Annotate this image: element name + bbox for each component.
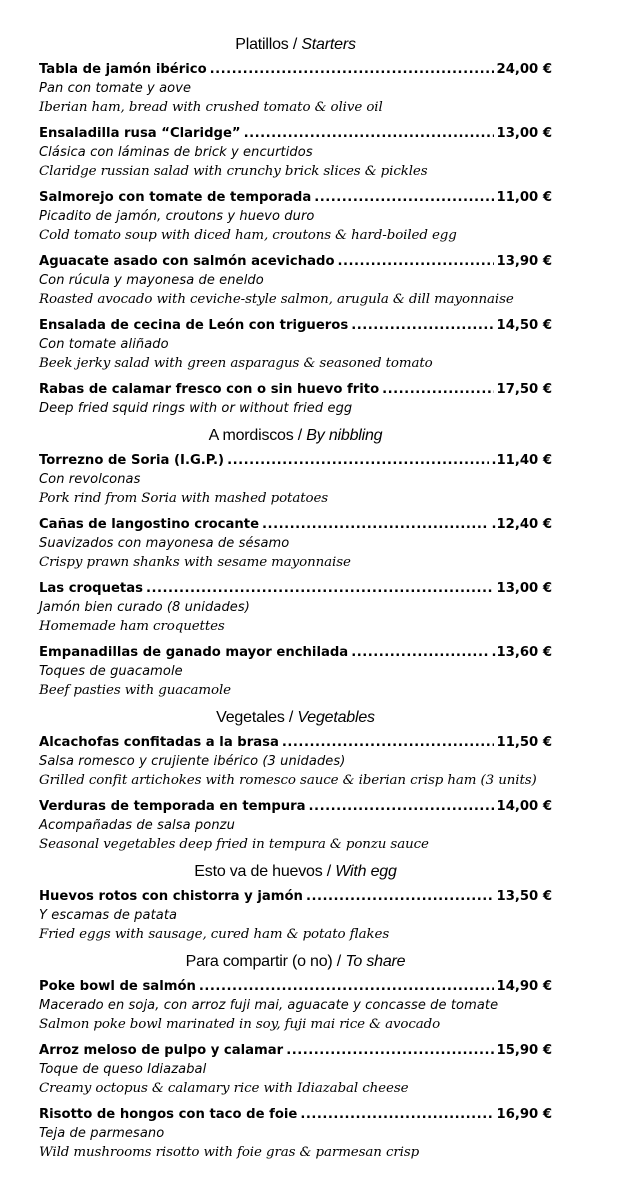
item-name: Ensalada de cecina de León con trigueros (39, 318, 349, 333)
item-price: .11,40 € (491, 453, 552, 468)
item-name: Aguacate asado con salmón acevichado (39, 254, 335, 269)
item-name: Risotto de hongos con taco de foie (39, 1107, 298, 1122)
menu-item (39, 1105, 552, 1162)
section-title-en: By nibbling (306, 427, 383, 444)
dot-leader (338, 252, 494, 271)
menu-item (39, 887, 552, 944)
menu-section (39, 34, 552, 418)
menu (39, 34, 552, 1169)
item-price: 14,90 € (496, 979, 552, 994)
item-description-es: Suavizados con mayonesa de sésamo (39, 536, 290, 551)
item-description-en: Fried eggs with sausage, cured ham & potato flakes (39, 927, 390, 942)
menu-item (39, 977, 552, 1034)
item-price: 14,50 € (496, 318, 552, 333)
item-description-es: Toques de guacamole (39, 664, 183, 679)
menu-item (39, 188, 552, 245)
item-price: 11,00 € (496, 190, 552, 205)
item-name: Huevos rotos con chistorra y jamón (39, 889, 303, 904)
section-title (39, 34, 552, 56)
dot-leader (227, 451, 488, 470)
item-description-es: Con revolconas (39, 472, 141, 487)
item-line (39, 451, 552, 470)
item-line (39, 887, 552, 906)
section-title-en: To share (345, 953, 406, 970)
section-title-en: With egg (335, 863, 397, 880)
item-name: Ensaladilla rusa “Claridge” (39, 126, 241, 141)
item-line (39, 579, 552, 598)
item-description-es: Toque de queso Idiazabal (39, 1062, 207, 1077)
menu-item (39, 124, 552, 181)
section-title-es: Vegetales / (216, 709, 294, 726)
item-description-en: Pork rind from Soria with mashed potatoes (39, 491, 329, 506)
item-price: 14,00 € (496, 799, 552, 814)
section-title (39, 861, 552, 883)
menu-item (39, 380, 552, 418)
item-description-es: Acompañadas de salsa ponzu (39, 818, 235, 833)
item-name: Torrezno de Soria (I.G.P.) (39, 453, 225, 468)
section-title-en: Vegetables (297, 709, 375, 726)
item-description-en: Iberian ham, bread with crushed tomato & olive oil (39, 100, 383, 115)
section-title-es: A mordiscos / (208, 427, 303, 444)
section-title-es: Esto va de huevos / (194, 863, 332, 880)
item-name: Poke bowl de salmón (39, 979, 196, 994)
menu-item (39, 643, 552, 700)
menu-section (39, 951, 552, 1162)
item-price: 15,90 € (496, 1043, 552, 1058)
item-name: Verduras de temporada en tempura (39, 799, 306, 814)
section-items (39, 451, 552, 700)
menu-item (39, 733, 552, 790)
item-description-es: Clásica con láminas de brick y encurtidos (39, 145, 313, 160)
item-description-en: Salmon poke bowl marinated in soy, fuji mai rice & avocado (39, 1017, 441, 1032)
item-name: Las croquetas (39, 581, 143, 596)
item-description-es: Deep fried squid rings with or without fried egg (39, 401, 353, 416)
item-price: 13,00 € (496, 581, 552, 596)
menu-item (39, 451, 552, 508)
dot-leader (314, 188, 493, 207)
dot-leader (306, 887, 494, 906)
item-price: .12,40 € (491, 517, 552, 532)
dot-leader (351, 643, 488, 662)
section-title-en: Starters (301, 36, 356, 53)
section-items (39, 887, 552, 944)
item-description-es: Con tomate aliñado (39, 337, 169, 352)
item-name: Arroz meloso de pulpo y calamar (39, 1043, 284, 1058)
item-line (39, 797, 552, 816)
item-description-en: Homemade ham croquettes (39, 619, 225, 634)
dot-leader (309, 797, 494, 816)
dot-leader (282, 733, 494, 752)
menu-section (39, 707, 552, 854)
item-description-es: Picadito de jamón, croutons y huevo duro (39, 209, 315, 224)
section-items (39, 977, 552, 1162)
item-line (39, 515, 552, 534)
item-price: 17,50 € (496, 382, 552, 397)
item-description-en: Wild mushrooms risotto with foie gras & parmesan crisp (39, 1145, 420, 1160)
item-line (39, 1105, 552, 1124)
item-description-en: Claridge russian salad with crunchy brick slices & pickles (39, 164, 428, 179)
item-price: .13,60 € (491, 645, 552, 660)
dot-leader (199, 977, 494, 996)
item-name: Tabla de jamón ibérico (39, 62, 207, 77)
item-line (39, 316, 552, 335)
item-description-es: Pan con tomate y aove (39, 81, 192, 96)
item-description-es: Jamón bien curado (8 unidades) (39, 600, 250, 615)
menu-section (39, 861, 552, 944)
menu-item (39, 797, 552, 854)
item-price: 24,00 € (496, 62, 552, 77)
dot-leader (351, 316, 493, 335)
item-description-en: Grilled confit artichokes with romesco sauce & iberian crisp ham (3 units) (39, 773, 537, 788)
item-name: Rabas de calamar fresco con o sin huevo frito (39, 382, 380, 397)
menu-section (39, 425, 552, 700)
dot-leader (262, 515, 488, 534)
item-description-es: Con rúcula y mayonesa de eneldo (39, 273, 264, 288)
section-title (39, 425, 552, 447)
item-name: Cañas de langostino crocante (39, 517, 260, 532)
item-price: 13,90 € (496, 254, 552, 269)
item-description-es: Y escamas de patata (39, 908, 178, 923)
item-description-en: Creamy octopus & calamary rice with Idiazabal cheese (39, 1081, 409, 1096)
item-price: 16,90 € (496, 1107, 552, 1122)
item-price: 11,50 € (496, 735, 552, 750)
item-line (39, 252, 552, 271)
menu-item (39, 515, 552, 572)
menu-item (39, 60, 552, 117)
item-line (39, 733, 552, 752)
section-title-es: Para compartir (o no) / (185, 953, 342, 970)
item-line (39, 188, 552, 207)
menu-item (39, 252, 552, 309)
item-line (39, 124, 552, 143)
item-description-en: Crispy prawn shanks with sesame mayonnaise (39, 555, 351, 570)
item-line (39, 643, 552, 662)
section-title (39, 707, 552, 729)
section-title-es: Platillos / (235, 36, 298, 53)
dot-leader (210, 60, 494, 79)
item-description-en: Cold tomato soup with diced ham, croutons & hard-boiled egg (39, 228, 457, 243)
dot-leader (286, 1041, 493, 1060)
item-description-es: Macerado en soja, con arroz fuji mai, aguacate y concasse de tomate (39, 998, 499, 1013)
item-line (39, 1041, 552, 1060)
section-items (39, 60, 552, 418)
item-description-en: Roasted avocado with ceviche-style salmon, arugula & dill mayonnaise (39, 292, 514, 307)
item-name: Alcachofas confitadas a la brasa (39, 735, 279, 750)
menu-item (39, 316, 552, 373)
item-description-en: Beek jerky salad with green asparagus & seasoned tomato (39, 356, 433, 371)
section-title (39, 951, 552, 973)
item-line (39, 977, 552, 996)
dot-leader (382, 380, 493, 399)
item-description-en: Seasonal vegetables deep fried in tempura & ponzu sauce (39, 837, 429, 852)
menu-item (39, 579, 552, 636)
section-items (39, 733, 552, 854)
item-name: Empanadillas de ganado mayor enchilada (39, 645, 349, 660)
item-name: Salmorejo con tomate de temporada (39, 190, 312, 205)
menu-item (39, 1041, 552, 1098)
item-price: 13,50 € (496, 889, 552, 904)
item-price: 13,00 € (496, 126, 552, 141)
item-description-es: Salsa romesco y crujiente ibérico (3 unidades) (39, 754, 346, 769)
dot-leader (300, 1105, 493, 1124)
dot-leader (244, 124, 494, 143)
dot-leader (146, 579, 494, 598)
item-line (39, 60, 552, 79)
item-description-en: Beef pasties with guacamole (39, 683, 231, 698)
item-description-es: Teja de parmesano (39, 1126, 165, 1141)
item-line (39, 380, 552, 399)
